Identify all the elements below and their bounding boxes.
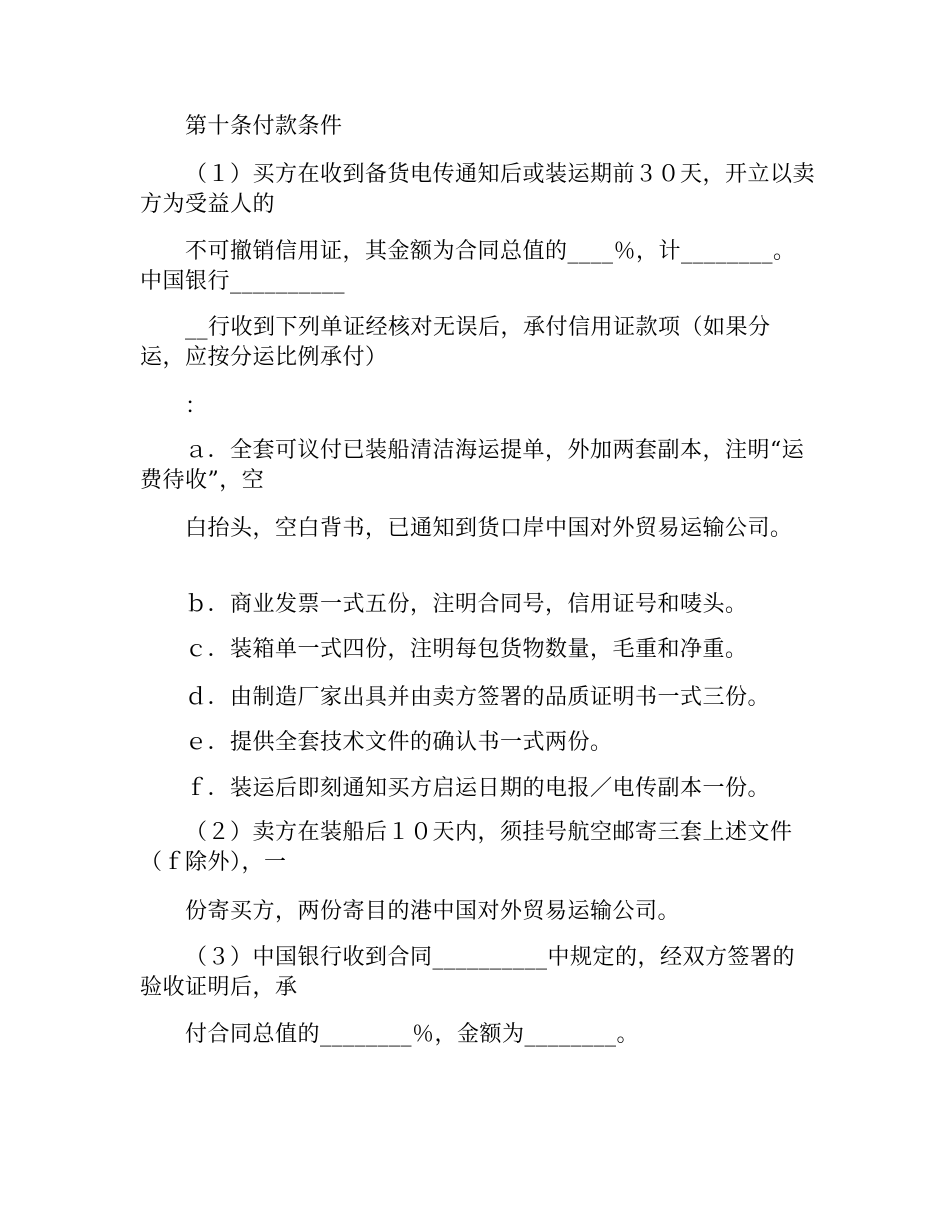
clause-1-credit-amount: 不可撤销信用证，其金额为合同总值的____％，计________。中国银行__________ [140,239,796,294]
item-a-bill-of-lading: ａ．全套可议付已装船清洁海运提单，外加两套副本，注明“运费待收”，空 [140,438,805,493]
item-d-quality-certificate: ｄ．由制造厂家出具并由卖方签署的品质证明书一式三份。 [185,685,771,710]
article-heading: 第十条付款条件 [185,114,343,139]
item-b-invoice: ｂ．商业发票一式五份，注明合同号，信用证号和唛头。 [185,592,748,617]
item-c-packing-list: ｃ．装箱单一式四份，注明每包货物数量，毛重和净重。 [185,637,748,662]
item-a-continued: 白抬头，空白背书，已通知到货口岸中国对外贸易运输公司。 [185,516,793,541]
clause-2-continued: 份寄买方，两份寄目的港中国对外贸易运输公司。 [185,899,681,924]
clause-2-airmail: （２）卖方在装船后１０天内，须挂号航空邮寄三套上述文件（ｆ除外），一 [140,820,793,875]
clause-3-acceptance: （３）中国银行收到合同__________中规定的，经双方签署的验收证明后，承 [140,945,796,1000]
clause-1-intro: （１）买方在收到备货电传通知后或装运期前３０天，开立以卖方为受益人的 [140,162,816,217]
clause-1-payment-terms: __行收到下列单证经核对无误后，承付信用证款项（如果分运，应按分运比例承付） [140,315,771,370]
item-f-shipment-notice: ｆ．装运后即刻通知买方启运日期的电报／电传副本一份。 [185,776,771,801]
clause-1-colon: ： [185,394,208,419]
item-e-technical-documents: ｅ．提供全套技术文件的确认书一式两份。 [185,730,613,755]
clause-3-amount: 付合同总值的________％，金额为________。 [185,1022,640,1047]
